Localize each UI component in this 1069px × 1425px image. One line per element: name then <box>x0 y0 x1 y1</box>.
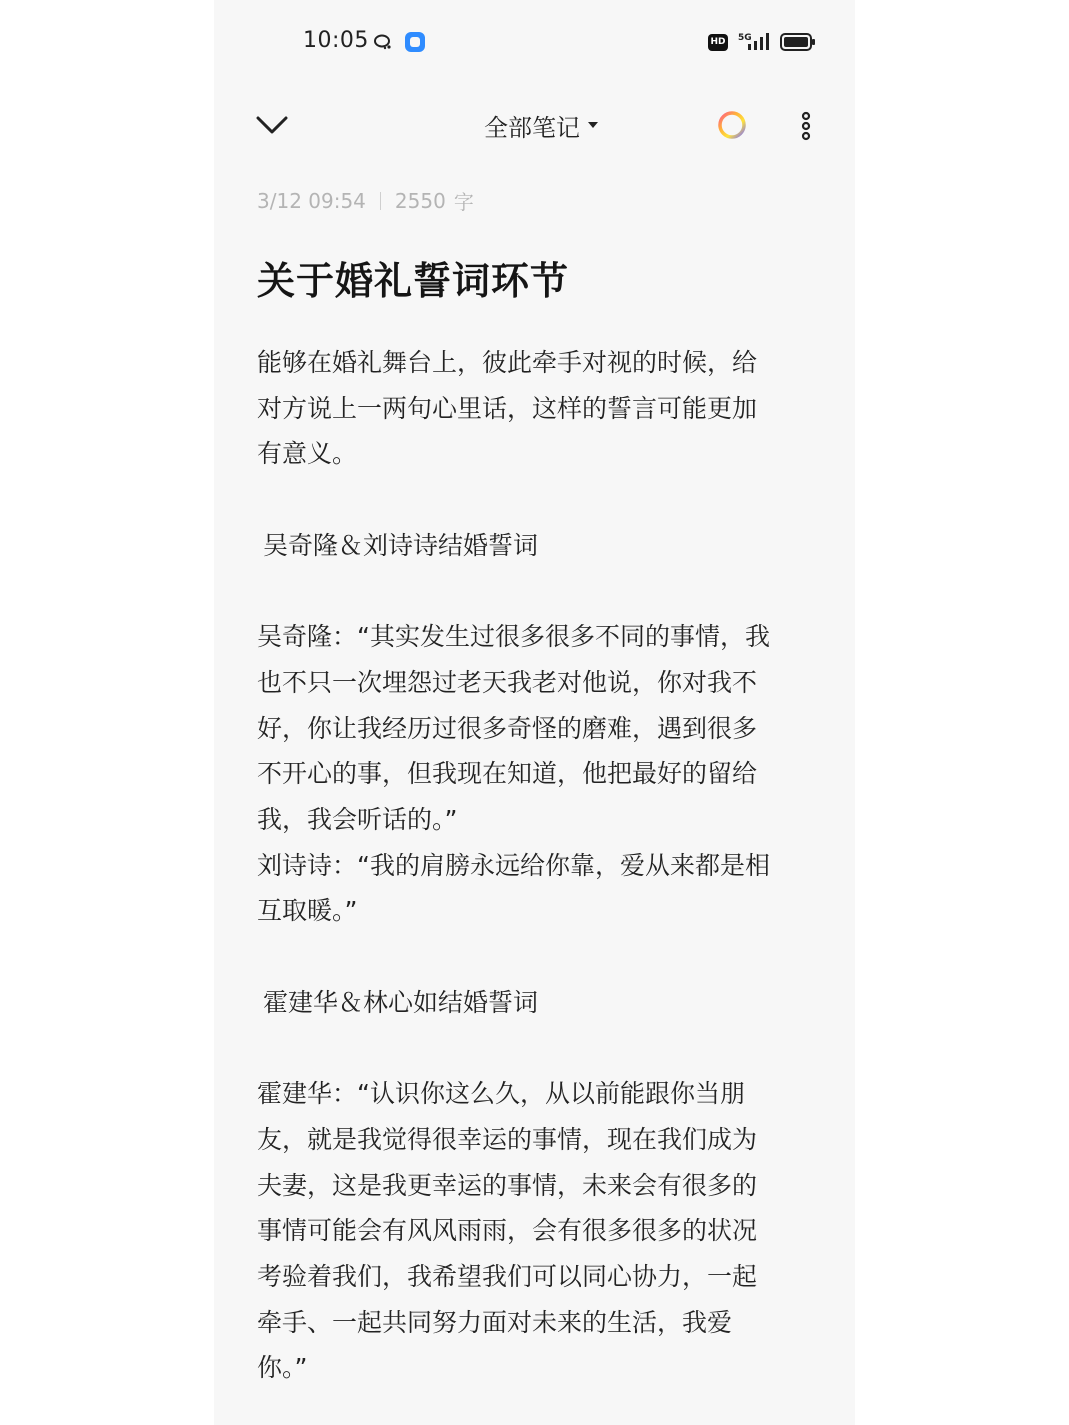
body-line: 考验着我们，我希望我们可以同心协力，一起 <box>257 1262 758 1291</box>
hd-icon: HD <box>708 34 728 51</box>
note-meta <box>257 186 474 215</box>
body-line: 夫妻，这是我更幸运的事情，未来会有很多的 <box>257 1170 758 1200</box>
body-line: 有意义。 <box>257 439 358 469</box>
folder-selector[interactable] <box>484 108 598 142</box>
note-screen <box>214 0 855 1425</box>
status-time: 10:05 <box>303 28 369 53</box>
message-icon <box>374 34 392 50</box>
blank-line <box>257 569 817 615</box>
toolbar <box>214 96 855 156</box>
meta-divider <box>380 192 381 210</box>
blank-line <box>257 934 817 980</box>
5g-signal-icon <box>736 30 772 52</box>
battery-icon <box>780 33 816 51</box>
note-title[interactable]: 关于婚礼誓词环节 <box>257 259 570 303</box>
svg-text:5G: 5G <box>738 33 752 43</box>
note-body[interactable] <box>257 340 817 1391</box>
body-line: 牵手、一起共同努力面对未来的生活，我爱 <box>257 1307 733 1337</box>
body-line: 好，你让我经历过很多奇怪的磨难，遇到很多 <box>257 713 758 743</box>
chevron-down-icon[interactable] <box>254 110 290 138</box>
body-paragraph <box>257 614 817 843</box>
status-bar <box>214 0 855 84</box>
body-line: 不开心的事，但我现在知道，他把最好的留给 <box>257 759 758 789</box>
body-paragraph <box>257 843 817 934</box>
blank-line <box>257 1026 817 1072</box>
folder-title: 全部笔记 <box>484 113 580 142</box>
body-paragraph <box>257 1071 817 1391</box>
body-line: 事情可能会有风风雨雨，会有很多很多的状况 <box>257 1216 758 1246</box>
vow-subheading: 吴奇隆＆刘诗诗结婚誓词 <box>263 530 539 560</box>
body-line: 吴奇隆：“其实发生过很多很多不同的事情，我 <box>257 622 770 652</box>
body-line: 能够在婚礼舞台上，彼此牵手对视的时候，给 <box>257 348 758 377</box>
body-line: 也不只一次埋怨过老天我老对他说，你对我不 <box>257 667 758 697</box>
body-line: 互取暖。” <box>257 896 358 926</box>
note-word-count: 2550 <box>394 188 446 213</box>
body-line: 霍建华：“认识你这么久，从以前能跟你当朋 <box>257 1079 745 1109</box>
body-line: 刘诗诗：“我的肩膀永远给你靠，爱从来都是相 <box>257 850 770 880</box>
body-line: 对方说上一两句心里话，这样的誓言可能更加 <box>257 393 758 423</box>
body-line: 友，就是我觉得很幸运的事情，现在我们成为 <box>257 1124 758 1154</box>
body-paragraph <box>257 340 817 477</box>
app-notification-icon <box>405 32 425 52</box>
note-word-unit: 字 <box>453 190 474 214</box>
vow-subheading: 霍建华＆林心如结婚誓词 <box>263 987 539 1017</box>
blank-line <box>257 477 817 523</box>
more-vertical-icon[interactable] <box>798 110 814 142</box>
body-line: 我，我会听话的。” <box>257 805 458 834</box>
note-timestamp: 3/12 09:54 <box>257 188 366 213</box>
caret-down-icon <box>588 122 598 128</box>
body-line: 你。” <box>257 1353 308 1383</box>
assistant-ring-icon[interactable] <box>716 109 748 141</box>
